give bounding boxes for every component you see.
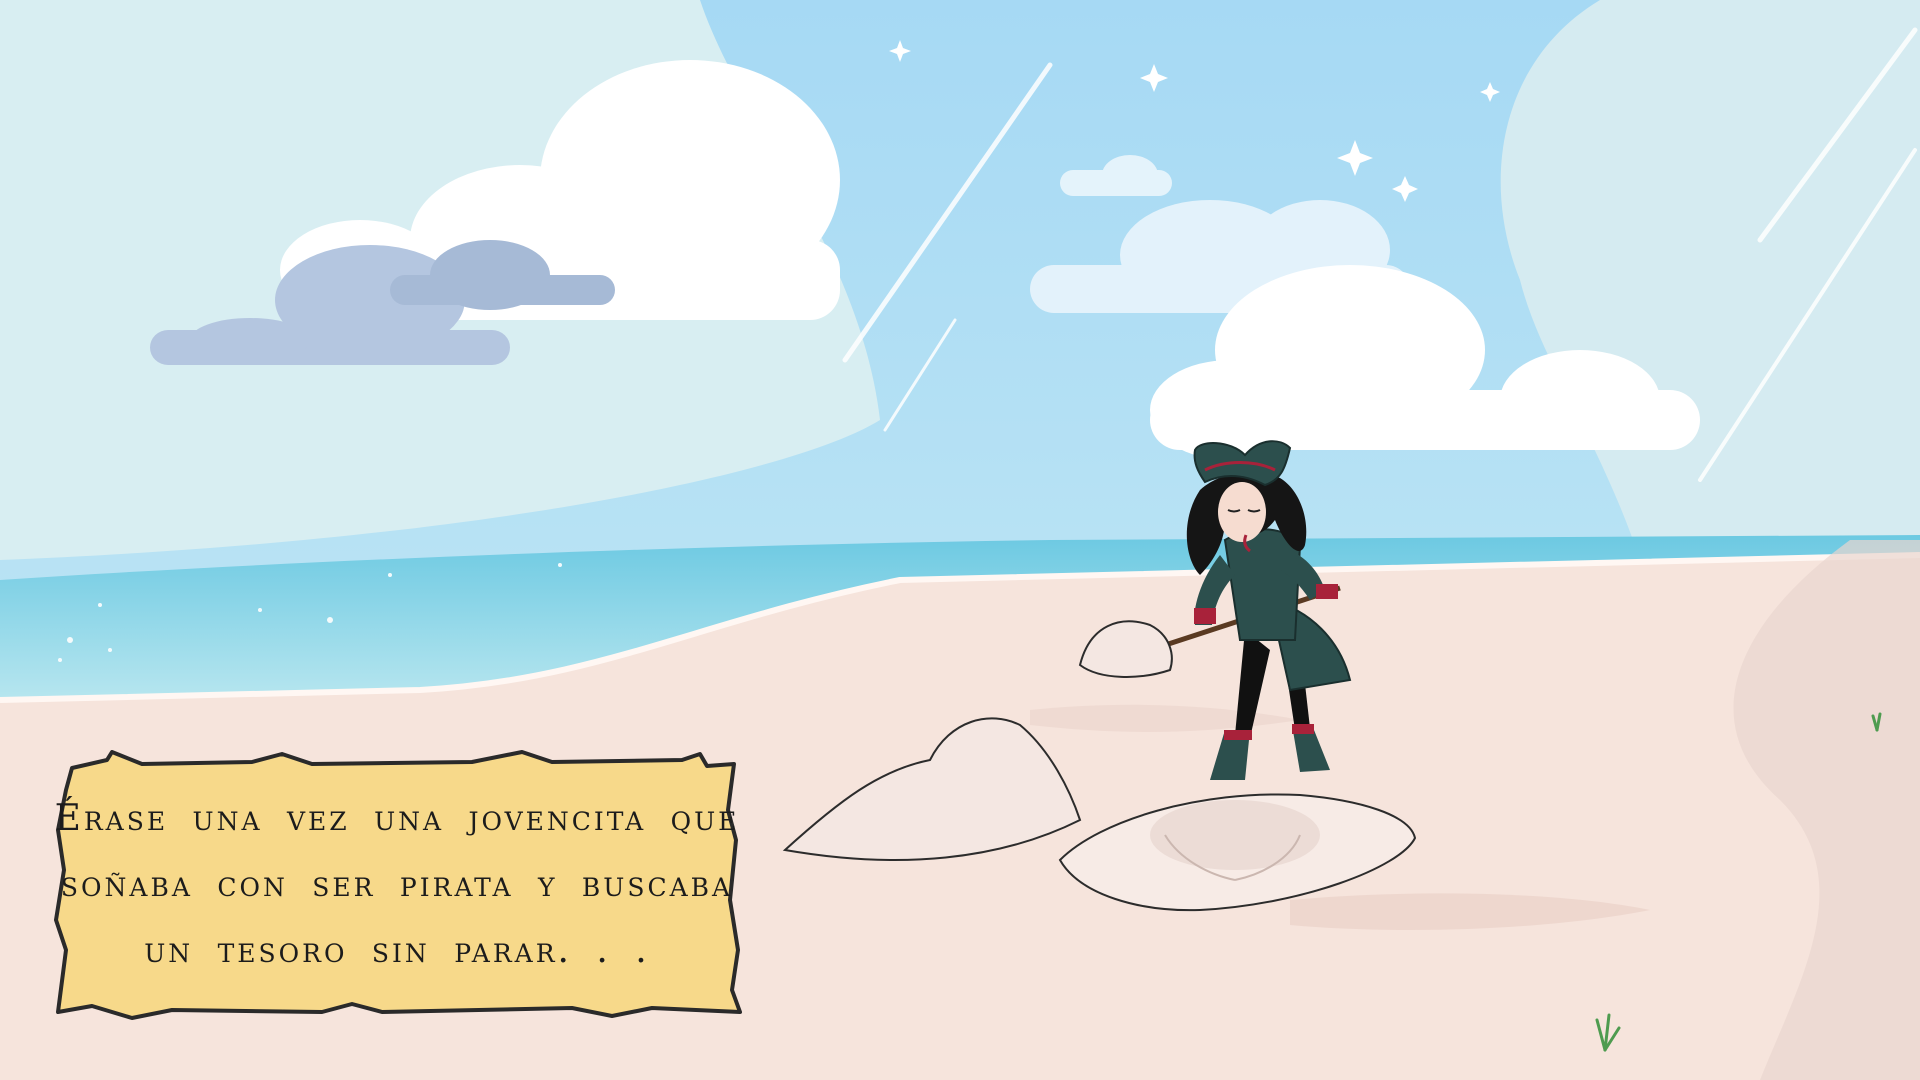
dialog-line-2: soñaba con ser pirata y buscaba (60, 864, 734, 905)
dialog-line-1: Érase una vez una jovencita que (54, 798, 740, 839)
dialog-line-3: un tesoro sin parar. . . (144, 930, 650, 971)
story-dialog (52, 750, 742, 1020)
